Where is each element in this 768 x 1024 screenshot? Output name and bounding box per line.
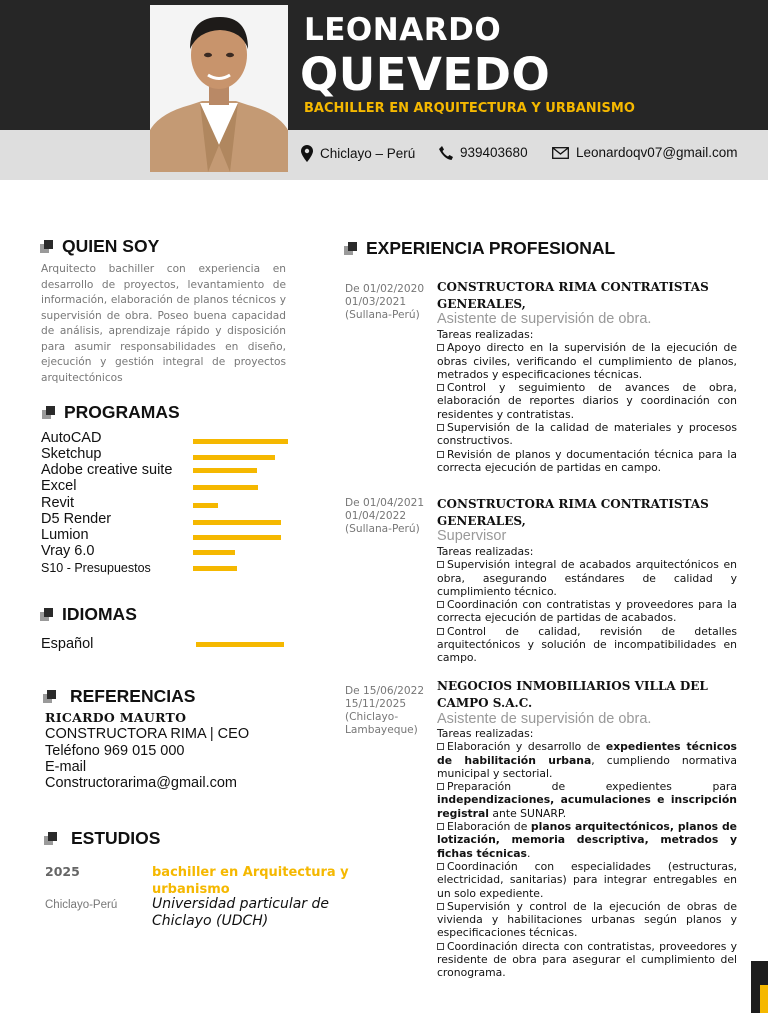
task-item bbox=[437, 341, 737, 381]
job-location: (Sullana-Perú) bbox=[345, 523, 420, 535]
job-date-from: De 01/04/2021 bbox=[345, 497, 425, 509]
programs-heading bbox=[42, 402, 180, 423]
language-level-bar bbox=[196, 642, 284, 647]
program-level-bar bbox=[193, 520, 281, 525]
checkbox-bullet-icon bbox=[437, 384, 444, 391]
tasks-label: Tareas realizadas: bbox=[437, 727, 534, 740]
checkbox-bullet-icon bbox=[437, 783, 444, 790]
job-company: NEGOCIOS INMOBILIARIOS VILLA DEL CAMPO S.A.C. bbox=[437, 679, 708, 710]
job-title: BACHILLER EN ARQUITECTURA Y URBANISMO bbox=[304, 101, 635, 116]
task-item bbox=[437, 598, 737, 625]
about-heading-text: QUIEN SOY bbox=[62, 236, 160, 256]
job-dates bbox=[345, 497, 433, 536]
languages-heading bbox=[40, 604, 137, 625]
task-item bbox=[437, 448, 737, 475]
email-link[interactable]: Leonardoqv07@gmail.com bbox=[576, 145, 738, 160]
checkbox-bullet-icon bbox=[437, 743, 444, 750]
study-school: Universidad particular de Chiclayo (UDCH) bbox=[152, 896, 329, 929]
section-square-icon bbox=[42, 406, 56, 420]
task-text: Coordinación con contratistas y proveedores para la correcta ejecución de partidas de acabados. bbox=[437, 598, 737, 625]
contact-phone bbox=[439, 145, 528, 160]
task-item bbox=[437, 421, 737, 448]
reference-phone: Teléfono 969 015 000 bbox=[45, 743, 185, 759]
contact-location bbox=[301, 145, 415, 162]
reference-company: CONSTRUCTORA RIMA | CEO bbox=[45, 726, 250, 742]
experience-heading-text: EXPERIENCIA PROFESIONAL bbox=[366, 238, 616, 258]
job-tasks bbox=[437, 727, 737, 980]
job-location: (Chiclayo-Lambayeque) bbox=[345, 711, 418, 736]
program-level-bar bbox=[193, 535, 281, 540]
task-text: Control de calidad, revisión de detalles arquitectónicos y solución de incompatibilidades en campo. bbox=[437, 624, 737, 665]
section-square-icon bbox=[344, 242, 358, 256]
study-year: 2025 bbox=[45, 864, 80, 879]
checkbox-bullet-icon bbox=[437, 424, 444, 431]
about-text: Arquitecto bachiller con experiencia en desarrollo de proyectos, levantamiento de información, elaboración de planos técnicos y supervisión de obra. Poseo buena capacidad de análisis, aprendizaje rápido y disposición para asumir responsabilidades en diseño, ejecución y gestión integral de proyectos arquitectónicos bbox=[41, 263, 286, 384]
program-name: Lumion bbox=[41, 527, 89, 543]
job-role: Asistente de supervisión de obra. bbox=[437, 711, 652, 727]
job-date-from: De 15/06/2022 bbox=[345, 685, 425, 697]
task-text: Supervisión integral de acabados arquitectónicos en obra, asegurando estándares de calidad y cumplimiento técnico. bbox=[437, 558, 737, 598]
task-item: Supervisión y control de la ejecución de obras de vivienda y habilitaciones urbanas según planos y especificaciones técnicas. bbox=[437, 899, 737, 940]
job-role: Asistente de supervisión de obra. bbox=[437, 311, 652, 327]
program-level-bar bbox=[193, 455, 275, 460]
task-item: Coordinación directa con contratistas, proveedores y residente de obra para asegurar el cumplimiento del cronograma. bbox=[437, 939, 737, 980]
mail-icon bbox=[552, 147, 569, 159]
reference-email[interactable]: Constructorarima@gmail.com bbox=[45, 775, 237, 791]
task-text: Apoyo directo en la supervisión de la ejecución de obras civiles, verificando el cumplimiento de planos, metrados y especificaciones técnicas. bbox=[437, 341, 737, 381]
program-level-bar bbox=[193, 503, 218, 508]
reference-email-label: E-mail bbox=[45, 759, 87, 775]
program-name: Sketchup bbox=[41, 446, 102, 462]
task-item: Coordinación con especialidades (estructuras, electricidad, sanitarias) para integrar entregables en un solo expediente. bbox=[437, 859, 737, 900]
program-level-bar bbox=[193, 550, 235, 555]
task-item bbox=[437, 558, 737, 598]
job-date-from: De 01/02/2020 bbox=[345, 283, 425, 295]
program-name: Revit bbox=[41, 495, 75, 511]
first-name: LEONARDO bbox=[304, 12, 502, 48]
job-tasks bbox=[437, 545, 737, 665]
checkbox-bullet-icon bbox=[437, 451, 444, 458]
section-square-icon bbox=[44, 832, 58, 846]
section-square-icon bbox=[40, 608, 54, 622]
profile-photo bbox=[150, 5, 288, 172]
job-date-to: 01/04/2022 bbox=[345, 510, 407, 522]
location-text: Chiclayo – Perú bbox=[320, 146, 416, 161]
section-square-icon bbox=[40, 240, 54, 254]
program-name: D5 Render bbox=[41, 511, 112, 527]
job-company: CONSTRUCTORA RIMA CONTRATISTAS GENERALES, bbox=[437, 280, 709, 311]
checkbox-bullet-icon bbox=[437, 344, 444, 351]
studies-heading-text: ESTUDIOS bbox=[71, 828, 161, 848]
contact-email bbox=[552, 145, 738, 160]
task-text: Revisión de planos y documentación técnica para la correcta ejecución de partidas en campo. bbox=[437, 447, 737, 474]
checkbox-bullet-icon bbox=[437, 863, 444, 870]
job-dates bbox=[345, 283, 433, 322]
references-heading bbox=[43, 686, 195, 707]
program-name: S10 - Presupuestos bbox=[41, 561, 151, 575]
study-degree: bachiller en Arquitectura y urbanismo bbox=[152, 865, 349, 897]
study-place: Chiclayo-Perú bbox=[45, 899, 118, 911]
program-name: Vray 6.0 bbox=[41, 543, 95, 559]
checkbox-bullet-icon bbox=[437, 628, 444, 635]
program-name: AutoCAD bbox=[41, 430, 102, 446]
tasks-label: Tareas realizadas: bbox=[437, 545, 534, 558]
languages-heading-text: IDIOMAS bbox=[62, 604, 137, 624]
phone-text[interactable]: 939403680 bbox=[460, 145, 528, 160]
checkbox-bullet-icon bbox=[437, 903, 444, 910]
task-item: Elaboración de planos arquitectónicos, planos de lotización, memoria descriptiva, metrados y fichas técnicas. bbox=[437, 820, 737, 860]
task-item bbox=[437, 625, 737, 665]
job-role: Supervisor bbox=[437, 528, 507, 544]
checkbox-bullet-icon bbox=[437, 561, 444, 568]
checkbox-bullet-icon bbox=[437, 601, 444, 608]
checkbox-bullet-icon bbox=[437, 943, 444, 950]
job-company: CONSTRUCTORA RIMA CONTRATISTAS GENERALES, bbox=[437, 497, 709, 528]
about-heading bbox=[40, 236, 159, 257]
task-item: Elaboración y desarrollo de expedientes técnicos de habilitación urbana, cumpliendo normativa municipal y sectorial. bbox=[437, 740, 737, 780]
task-item: Preparación de expedientes para independizaciones, acumulaciones e inscripción registral ante SUNARP. bbox=[437, 780, 737, 820]
programs-heading-text: PROGRAMAS bbox=[64, 402, 180, 422]
last-name: QUEVEDO bbox=[300, 48, 551, 101]
corner-accent-yellow bbox=[760, 985, 768, 1013]
program-level-bar bbox=[193, 566, 237, 571]
checkbox-bullet-icon bbox=[437, 823, 444, 830]
studies-heading bbox=[44, 828, 160, 849]
task-text: Supervisión de la calidad de materiales y procesos constructivos. bbox=[437, 421, 737, 448]
reference-name: RICARDO MAURTO bbox=[45, 710, 187, 725]
job-location: (Sullana-Perú) bbox=[345, 309, 420, 321]
task-item bbox=[437, 381, 737, 421]
program-level-bar bbox=[193, 439, 288, 444]
program-name: Excel bbox=[41, 478, 77, 494]
program-level-bar bbox=[193, 485, 258, 490]
program-name: Adobe creative suite bbox=[41, 462, 173, 478]
references-heading-text: REFERENCIAS bbox=[70, 686, 196, 706]
job-dates bbox=[345, 685, 433, 737]
program-level-bar bbox=[193, 468, 257, 473]
language-name: Español bbox=[41, 636, 94, 652]
phone-icon bbox=[439, 146, 453, 160]
job-date-to: 01/03/2021 bbox=[345, 296, 407, 308]
location-pin-icon bbox=[301, 145, 313, 162]
tasks-label: Tareas realizadas: bbox=[437, 328, 534, 341]
experience-heading bbox=[344, 238, 615, 259]
job-tasks bbox=[437, 328, 737, 474]
section-square-icon bbox=[43, 690, 57, 704]
job-date-to: 15/11/2025 bbox=[345, 698, 407, 710]
task-text: Control y seguimiento de avances de obra, elaboración de reportes diarios y coordinación con residentes y contratistas. bbox=[437, 381, 737, 421]
